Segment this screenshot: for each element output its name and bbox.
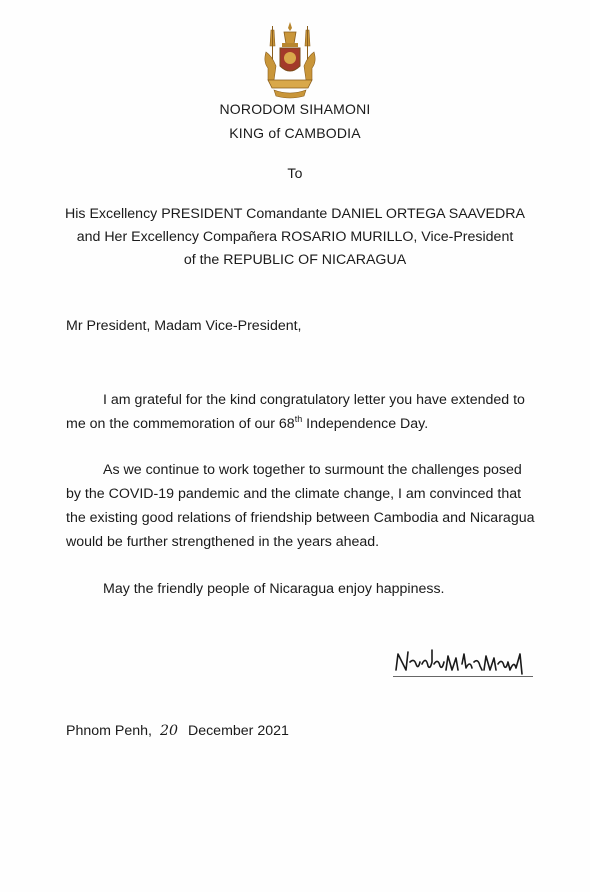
signature [388,640,536,680]
addressee-line-2: and Her Excellency Compañera ROSARIO MURILLO, Vice-President [76,229,514,245]
sender-name: NORODOM SIHAMONI [219,101,371,117]
royal-emblem-icon [258,22,322,100]
paragraph-2-line-1: As we continue to work together to surmount the challenges posed [103,462,522,478]
paragraph-2-line-3: the existing good relations of friendship between Cambodia and Nicaragua [66,510,535,526]
addressee-line-3: of the REPUBLIC OF NICARAGUA [183,252,407,268]
ordinal-suffix: th [294,414,303,424]
date-place: Phnom Penh, [66,723,152,739]
addressee-line-1: His Excellency PRESIDENT Comandante DANIEL ORTEGA SAAVEDRA [65,206,525,222]
paragraph-1-line-1: I am grateful for the kind congratulatory letter you have extended to [103,392,525,408]
paragraph-2-line-2: by the COVID-19 pandemic and the climate change, I am convinced that [66,486,522,502]
date-day: 20 [159,723,178,739]
paragraph-1-line-2 [66,416,428,432]
dateline [66,723,289,739]
to-label: To [287,165,303,181]
sender-title: KING of CAMBODIA [229,125,361,141]
salutation: Mr President, Madam Vice-President, [66,318,302,334]
signature-underline [393,676,533,677]
date-month-year: December 2021 [187,723,289,739]
closing-line: May the friendly people of Nicaragua enjoy happiness. [103,581,445,597]
paragraph-1-text-end: Independence Day. [302,416,429,432]
paragraph-2-line-4: would be further strengthened in the years ahead. [66,534,380,550]
paragraph-1-text: me on the commemoration of our 68 [66,416,295,432]
